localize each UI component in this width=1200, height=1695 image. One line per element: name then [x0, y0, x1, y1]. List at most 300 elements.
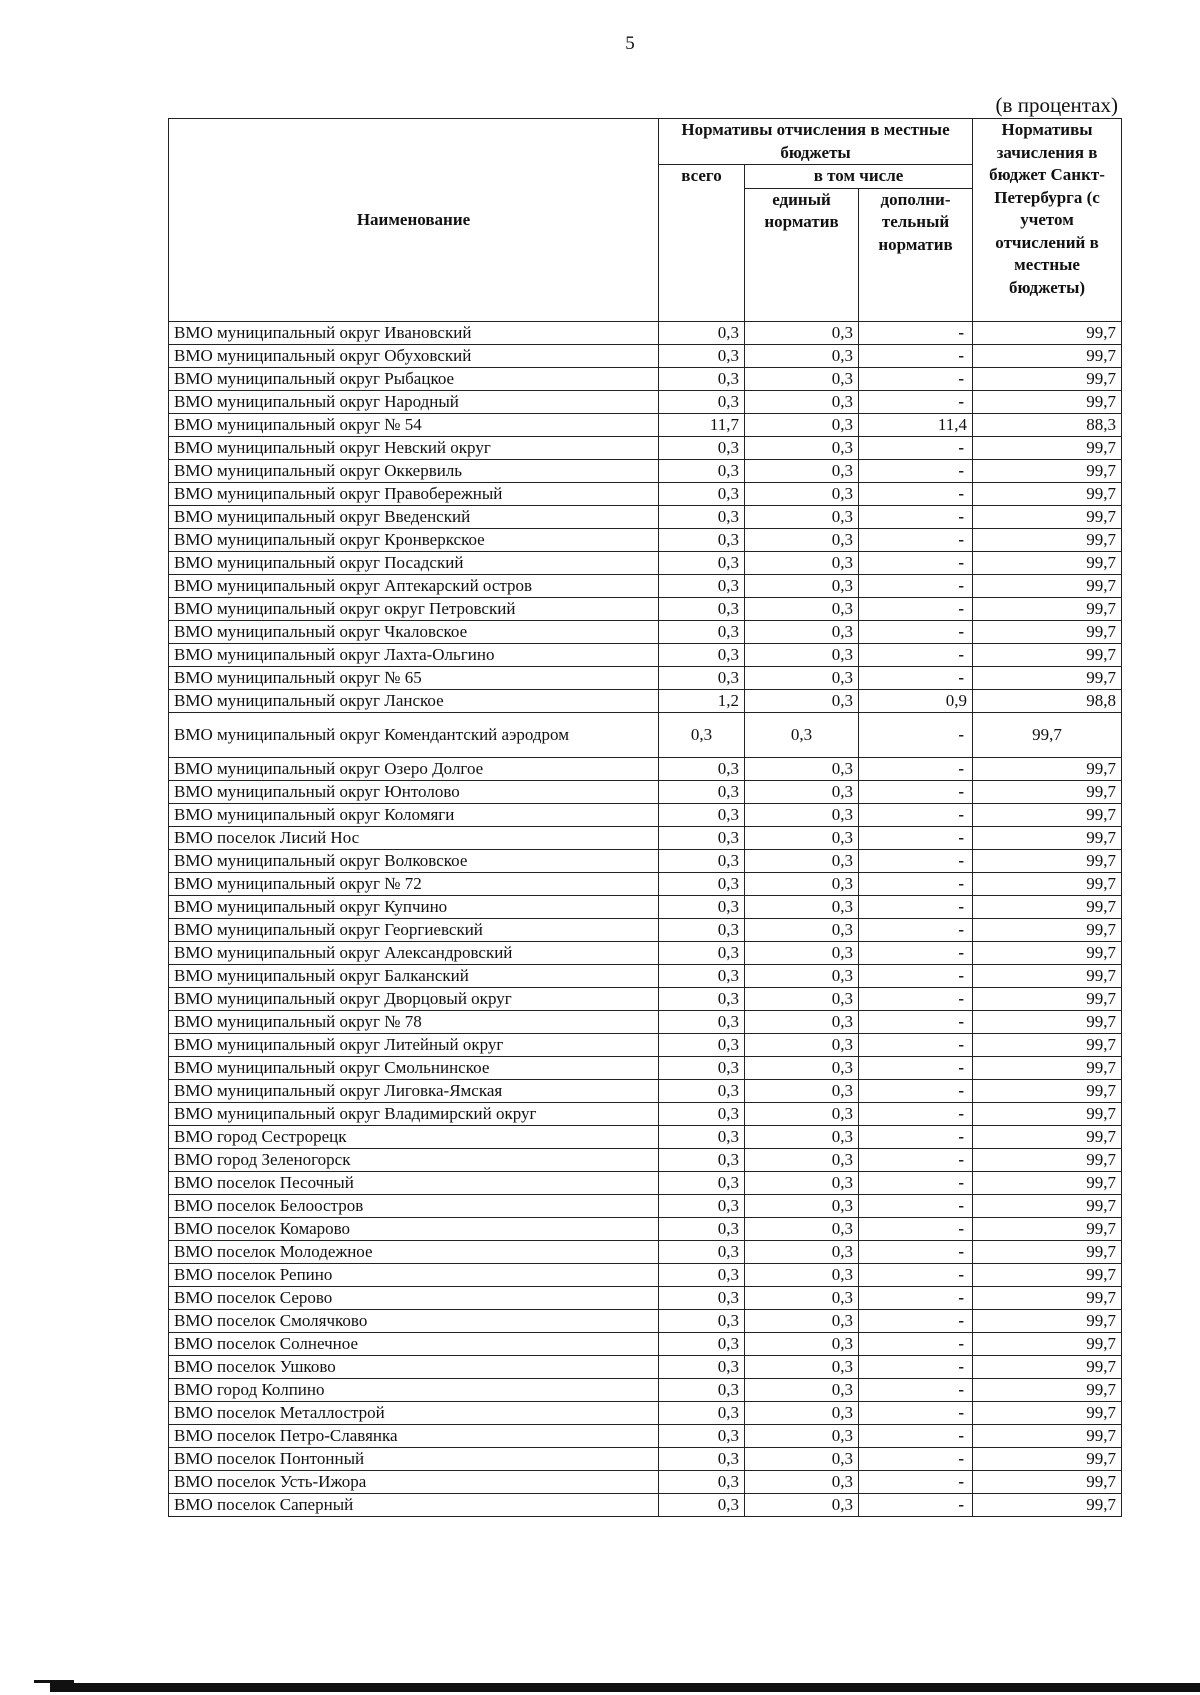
cell-unified: 0,3: [745, 1056, 859, 1079]
cell-spb: 99,7: [973, 1217, 1122, 1240]
cell-spb: 99,7: [973, 436, 1122, 459]
cell-spb: 99,7: [973, 1148, 1122, 1171]
cell-spb: 99,7: [973, 964, 1122, 987]
cell-total: 0,3: [659, 1493, 745, 1516]
cell-name: ВМО муниципальный округ Невский округ: [169, 436, 659, 459]
cell-total: 0,3: [659, 1355, 745, 1378]
cell-name: ВМО муниципальный округ Ланское: [169, 689, 659, 712]
cell-spb: 99,7: [973, 666, 1122, 689]
cell-additional: -: [859, 1286, 973, 1309]
table-row: [169, 620, 1122, 643]
table-row: [169, 1010, 1122, 1033]
cell-unified: 0,3: [745, 551, 859, 574]
table-row: [169, 390, 1122, 413]
cell-additional: -: [859, 964, 973, 987]
cell-spb: 99,7: [973, 551, 1122, 574]
cell-spb: 99,7: [973, 826, 1122, 849]
cell-spb: 99,7: [973, 780, 1122, 803]
cell-name: ВМО муниципальный округ Озеро Долгое: [169, 757, 659, 780]
cell-additional: -: [859, 643, 973, 666]
cell-name: ВМО муниципальный округ Обуховский: [169, 344, 659, 367]
cell-name: ВМО муниципальный округ округ Петровский: [169, 597, 659, 620]
cell-unified: 0,3: [745, 987, 859, 1010]
cell-additional: -: [859, 1240, 973, 1263]
cell-total: 0,3: [659, 551, 745, 574]
cell-total: 0,3: [659, 1470, 745, 1493]
cell-spb: 99,7: [973, 459, 1122, 482]
cell-additional: -: [859, 436, 973, 459]
cell-unified: 0,3: [745, 826, 859, 849]
table-row: [169, 528, 1122, 551]
cell-additional: -: [859, 1355, 973, 1378]
cell-spb: 99,7: [973, 1447, 1122, 1470]
cell-spb: 88,3: [973, 413, 1122, 436]
cell-name: ВМО город Зеленогорск: [169, 1148, 659, 1171]
cell-unified: 0,3: [745, 1033, 859, 1056]
cell-additional: -: [859, 780, 973, 803]
cell-total: 0,3: [659, 1447, 745, 1470]
cell-spb: 99,7: [973, 505, 1122, 528]
cell-additional: -: [859, 987, 973, 1010]
cell-spb: 99,7: [973, 757, 1122, 780]
table-row: [169, 551, 1122, 574]
cell-total: 0,3: [659, 803, 745, 826]
cell-additional: -: [859, 482, 973, 505]
table-row: [169, 459, 1122, 482]
cell-name: ВМО муниципальный округ № 78: [169, 1010, 659, 1033]
cell-spb: 99,7: [973, 1286, 1122, 1309]
table-row: [169, 849, 1122, 872]
cell-additional: -: [859, 1493, 973, 1516]
cell-spb: 99,7: [973, 1332, 1122, 1355]
cell-name: ВМО муниципальный округ Чкаловское: [169, 620, 659, 643]
cell-unified: 0,3: [745, 505, 859, 528]
cell-additional: -: [859, 895, 973, 918]
cell-total: 0,3: [659, 1194, 745, 1217]
cell-total: 0,3: [659, 1033, 745, 1056]
cell-spb: 99,7: [973, 321, 1122, 344]
cell-total: 0,3: [659, 344, 745, 367]
cell-additional: -: [859, 1378, 973, 1401]
header-including: в том числе: [745, 165, 973, 189]
cell-unified: 0,3: [745, 1447, 859, 1470]
cell-name: ВМО муниципальный округ Ивановский: [169, 321, 659, 344]
table-row: [169, 941, 1122, 964]
header-additional: дополни-тельный норматив: [859, 188, 973, 321]
cell-spb: 99,7: [973, 1033, 1122, 1056]
cell-name: ВМО муниципальный округ Владимирский округ: [169, 1102, 659, 1125]
cell-additional: -: [859, 1033, 973, 1056]
table-row: [169, 987, 1122, 1010]
cell-additional: -: [859, 620, 973, 643]
table-row: [169, 643, 1122, 666]
norms-table: [168, 118, 1122, 1517]
cell-additional: -: [859, 1171, 973, 1194]
cell-additional: -: [859, 1194, 973, 1217]
cell-name: ВМО муниципальный округ Рыбацкое: [169, 367, 659, 390]
cell-spb: 99,7: [973, 344, 1122, 367]
cell-unified: 0,3: [745, 1194, 859, 1217]
cell-unified: 0,3: [745, 1102, 859, 1125]
cell-additional: -: [859, 1010, 973, 1033]
cell-total: 0,3: [659, 367, 745, 390]
cell-name: ВМО муниципальный округ Народный: [169, 390, 659, 413]
cell-total: 0,3: [659, 780, 745, 803]
cell-total: 0,3: [659, 849, 745, 872]
cell-name: ВМО город Колпино: [169, 1378, 659, 1401]
table-row: [169, 1033, 1122, 1056]
cell-additional: 11,4: [859, 413, 973, 436]
cell-total: 0,3: [659, 574, 745, 597]
cell-name: ВМО муниципальный округ Смольнинское: [169, 1056, 659, 1079]
cell-unified: 0,3: [745, 1493, 859, 1516]
cell-total: 0,3: [659, 459, 745, 482]
cell-total: 0,3: [659, 941, 745, 964]
table-row: [169, 803, 1122, 826]
table-row: [169, 757, 1122, 780]
table-row: [169, 1355, 1122, 1378]
header-name: Наименование: [169, 119, 659, 322]
table-row: [169, 780, 1122, 803]
cell-name: ВМО муниципальный округ Волковское: [169, 849, 659, 872]
cell-total: 0,3: [659, 528, 745, 551]
cell-spb: 98,8: [973, 689, 1122, 712]
bottom-rule: [50, 1683, 1200, 1692]
page-number: 5: [625, 33, 635, 54]
cell-unified: 0,3: [745, 1470, 859, 1493]
table-row: [169, 1401, 1122, 1424]
cell-total: 0,3: [659, 1286, 745, 1309]
cell-additional: -: [859, 826, 973, 849]
cell-name: ВМО поселок Усть-Ижора: [169, 1470, 659, 1493]
table-row: [169, 1493, 1122, 1516]
cell-spb: 99,7: [973, 1378, 1122, 1401]
cell-unified: 0,3: [745, 780, 859, 803]
table-header: [169, 119, 1122, 322]
cell-spb: 99,7: [973, 367, 1122, 390]
header-unified: единый норматив: [745, 188, 859, 321]
cell-total: 0,3: [659, 964, 745, 987]
cell-additional: -: [859, 528, 973, 551]
cell-total: 0,3: [659, 1332, 745, 1355]
cell-spb: 99,7: [973, 482, 1122, 505]
cell-name: ВМО муниципальный округ Лиговка-Ямская: [169, 1079, 659, 1102]
cell-name: ВМО муниципальный округ № 65: [169, 666, 659, 689]
cell-name: ВМО муниципальный округ Балканский: [169, 964, 659, 987]
cell-additional: -: [859, 941, 973, 964]
header-local-budgets: Нормативы отчисления в местные бюджеты: [659, 119, 973, 165]
cell-total: 0,3: [659, 895, 745, 918]
cell-spb: 99,7: [973, 712, 1122, 757]
cell-total: 0,3: [659, 1102, 745, 1125]
header-spb-budget: Нормативы зачисления в бюджет Санкт-Петербурга (с учетом отчислений в местные бюджеты): [973, 119, 1122, 322]
table-row: [169, 712, 1122, 757]
cell-total: 0,3: [659, 1424, 745, 1447]
cell-spb: 99,7: [973, 1401, 1122, 1424]
cell-unified: 0,3: [745, 1424, 859, 1447]
cell-total: 0,3: [659, 1148, 745, 1171]
cell-total: 0,3: [659, 390, 745, 413]
cell-name: ВМО муниципальный округ Комендантский аэродром: [169, 712, 659, 757]
cell-spb: 99,7: [973, 849, 1122, 872]
cell-unified: 0,3: [745, 964, 859, 987]
table-row: [169, 1240, 1122, 1263]
cell-additional: -: [859, 1424, 973, 1447]
cell-total: 0,3: [659, 826, 745, 849]
cell-unified: 0,3: [745, 757, 859, 780]
table-row: [169, 1079, 1122, 1102]
cell-unified: 0,3: [745, 712, 859, 757]
cell-unified: 0,3: [745, 803, 859, 826]
table-row: [169, 413, 1122, 436]
units-note: (в процентах): [995, 93, 1118, 117]
cell-additional: -: [859, 1079, 973, 1102]
table-row: [169, 1148, 1122, 1171]
cell-spb: 99,7: [973, 1010, 1122, 1033]
cell-name: ВМО муниципальный округ Литейный округ: [169, 1033, 659, 1056]
table-row: [169, 1332, 1122, 1355]
cell-additional: -: [859, 505, 973, 528]
cell-spb: 99,7: [973, 528, 1122, 551]
cell-total: 0,3: [659, 1010, 745, 1033]
cell-spb: 99,7: [973, 1355, 1122, 1378]
cell-unified: 0,3: [745, 436, 859, 459]
table-row: [169, 1378, 1122, 1401]
cell-unified: 0,3: [745, 459, 859, 482]
cell-additional: -: [859, 1217, 973, 1240]
cell-additional: -: [859, 1102, 973, 1125]
cell-spb: 99,7: [973, 872, 1122, 895]
cell-name: ВМО поселок Ушково: [169, 1355, 659, 1378]
cell-total: 0,3: [659, 1125, 745, 1148]
cell-additional: -: [859, 757, 973, 780]
cell-name: ВМО муниципальный округ Правобережный: [169, 482, 659, 505]
cell-unified: 0,3: [745, 367, 859, 390]
cell-additional: 0,9: [859, 689, 973, 712]
cell-total: 0,3: [659, 757, 745, 780]
cell-spb: 99,7: [973, 803, 1122, 826]
cell-name: ВМО поселок Понтонный: [169, 1447, 659, 1470]
cell-spb: 99,7: [973, 987, 1122, 1010]
cell-additional: -: [859, 712, 973, 757]
cell-name: ВМО поселок Саперный: [169, 1493, 659, 1516]
cell-name: ВМО муниципальный округ Юнтолово: [169, 780, 659, 803]
cell-additional: -: [859, 1332, 973, 1355]
cell-name: ВМО муниципальный округ Купчино: [169, 895, 659, 918]
cell-total: 0,3: [659, 1171, 745, 1194]
cell-additional: -: [859, 1309, 973, 1332]
cell-name: ВМО муниципальный округ Кронверкское: [169, 528, 659, 551]
table-row: [169, 1102, 1122, 1125]
table-body: [169, 321, 1122, 1516]
cell-spb: 99,7: [973, 1194, 1122, 1217]
cell-unified: 0,3: [745, 689, 859, 712]
table-row: [169, 574, 1122, 597]
cell-total: 11,7: [659, 413, 745, 436]
cell-spb: 99,7: [973, 597, 1122, 620]
cell-name: ВМО поселок Серово: [169, 1286, 659, 1309]
cell-name: ВМО муниципальный округ № 54: [169, 413, 659, 436]
cell-spb: 99,7: [973, 1424, 1122, 1447]
table-row: [169, 505, 1122, 528]
cell-unified: 0,3: [745, 528, 859, 551]
cell-spb: 99,7: [973, 390, 1122, 413]
table-row: [169, 872, 1122, 895]
cell-unified: 0,3: [745, 643, 859, 666]
cell-additional: -: [859, 1125, 973, 1148]
cell-unified: 0,3: [745, 1010, 859, 1033]
cell-unified: 0,3: [745, 1401, 859, 1424]
cell-name: ВМО муниципальный округ Введенский: [169, 505, 659, 528]
cell-additional: -: [859, 1447, 973, 1470]
cell-additional: -: [859, 803, 973, 826]
cell-name: ВМО поселок Молодежное: [169, 1240, 659, 1263]
cell-name: ВМО поселок Репино: [169, 1263, 659, 1286]
cell-total: 1,2: [659, 689, 745, 712]
cell-unified: 0,3: [745, 849, 859, 872]
table-row: [169, 482, 1122, 505]
cell-spb: 99,7: [973, 1102, 1122, 1125]
cell-name: ВМО муниципальный округ Дворцовый округ: [169, 987, 659, 1010]
cell-spb: 99,7: [973, 1493, 1122, 1516]
table-row: [169, 1171, 1122, 1194]
table-row: [169, 666, 1122, 689]
cell-spb: 99,7: [973, 1309, 1122, 1332]
cell-additional: -: [859, 321, 973, 344]
cell-spb: 99,7: [973, 918, 1122, 941]
cell-name: ВМО поселок Металлострой: [169, 1401, 659, 1424]
table-row: [169, 964, 1122, 987]
cell-additional: -: [859, 666, 973, 689]
cell-additional: -: [859, 367, 973, 390]
cell-additional: -: [859, 574, 973, 597]
cell-unified: 0,3: [745, 1079, 859, 1102]
header-total: всего: [659, 165, 745, 322]
table-row: [169, 321, 1122, 344]
cell-unified: 0,3: [745, 344, 859, 367]
table-row: [169, 597, 1122, 620]
cell-total: 0,3: [659, 872, 745, 895]
table-row: [169, 1125, 1122, 1148]
table-row: [169, 826, 1122, 849]
cell-unified: 0,3: [745, 620, 859, 643]
cell-unified: 0,3: [745, 1263, 859, 1286]
cell-spb: 99,7: [973, 1470, 1122, 1493]
cell-total: 0,3: [659, 620, 745, 643]
cell-name: ВМО муниципальный округ Лахта-Ольгино: [169, 643, 659, 666]
cell-name: ВМО поселок Белоостров: [169, 1194, 659, 1217]
cell-total: 0,3: [659, 987, 745, 1010]
cell-spb: 99,7: [973, 1079, 1122, 1102]
cell-total: 0,3: [659, 436, 745, 459]
cell-additional: -: [859, 1470, 973, 1493]
cell-unified: 0,3: [745, 1286, 859, 1309]
cell-total: 0,3: [659, 643, 745, 666]
cell-name: ВМО поселок Лисий Нос: [169, 826, 659, 849]
cell-name: ВМО поселок Комарово: [169, 1217, 659, 1240]
cell-name: ВМО поселок Петро-Славянка: [169, 1424, 659, 1447]
cell-total: 0,3: [659, 505, 745, 528]
cell-unified: 0,3: [745, 1355, 859, 1378]
cell-additional: -: [859, 459, 973, 482]
cell-spb: 99,7: [973, 1171, 1122, 1194]
table-row: [169, 1286, 1122, 1309]
cell-name: ВМО муниципальный округ Александровский: [169, 941, 659, 964]
cell-total: 0,3: [659, 712, 745, 757]
cell-unified: 0,3: [745, 413, 859, 436]
table-row: [169, 367, 1122, 390]
cell-spb: 99,7: [973, 620, 1122, 643]
cell-unified: 0,3: [745, 666, 859, 689]
table-row: [169, 344, 1122, 367]
cell-spb: 99,7: [973, 643, 1122, 666]
table-row: [169, 1470, 1122, 1493]
cell-total: 0,3: [659, 1079, 745, 1102]
cell-spb: 99,7: [973, 1056, 1122, 1079]
table-row: [169, 918, 1122, 941]
table-row: [169, 1056, 1122, 1079]
cell-total: 0,3: [659, 1240, 745, 1263]
cell-unified: 0,3: [745, 574, 859, 597]
cell-unified: 0,3: [745, 321, 859, 344]
cell-total: 0,3: [659, 482, 745, 505]
cell-spb: 99,7: [973, 574, 1122, 597]
cell-additional: -: [859, 1056, 973, 1079]
cell-name: ВМО поселок Смолячково: [169, 1309, 659, 1332]
table-row: [169, 436, 1122, 459]
cell-total: 0,3: [659, 1217, 745, 1240]
cell-total: 0,3: [659, 321, 745, 344]
cell-total: 0,3: [659, 666, 745, 689]
table-row: [169, 1217, 1122, 1240]
cell-additional: -: [859, 390, 973, 413]
cell-spb: 99,7: [973, 1125, 1122, 1148]
cell-additional: -: [859, 597, 973, 620]
cell-name: ВМО город Сестрорецк: [169, 1125, 659, 1148]
cell-additional: -: [859, 849, 973, 872]
cell-additional: -: [859, 551, 973, 574]
cell-unified: 0,3: [745, 1217, 859, 1240]
table-row: [169, 1194, 1122, 1217]
cell-additional: -: [859, 1148, 973, 1171]
cell-total: 0,3: [659, 1263, 745, 1286]
cell-additional: -: [859, 1263, 973, 1286]
cell-additional: -: [859, 918, 973, 941]
cell-unified: 0,3: [745, 872, 859, 895]
cell-total: 0,3: [659, 597, 745, 620]
cell-unified: 0,3: [745, 1125, 859, 1148]
cell-unified: 0,3: [745, 1332, 859, 1355]
cell-spb: 99,7: [973, 941, 1122, 964]
cell-unified: 0,3: [745, 597, 859, 620]
cell-additional: -: [859, 872, 973, 895]
cell-name: ВМО поселок Песочный: [169, 1171, 659, 1194]
cell-name: ВМО муниципальный округ № 72: [169, 872, 659, 895]
cell-unified: 0,3: [745, 1378, 859, 1401]
cell-unified: 0,3: [745, 918, 859, 941]
table-row: [169, 1447, 1122, 1470]
cell-name: ВМО поселок Солнечное: [169, 1332, 659, 1355]
cell-name: ВМО муниципальный округ Оккервиль: [169, 459, 659, 482]
cell-total: 0,3: [659, 1056, 745, 1079]
cell-spb: 99,7: [973, 1263, 1122, 1286]
table-row: [169, 1424, 1122, 1447]
table-row: [169, 895, 1122, 918]
cell-unified: 0,3: [745, 941, 859, 964]
cell-total: 0,3: [659, 1309, 745, 1332]
cell-name: ВМО муниципальный округ Посадский: [169, 551, 659, 574]
cell-additional: -: [859, 1401, 973, 1424]
